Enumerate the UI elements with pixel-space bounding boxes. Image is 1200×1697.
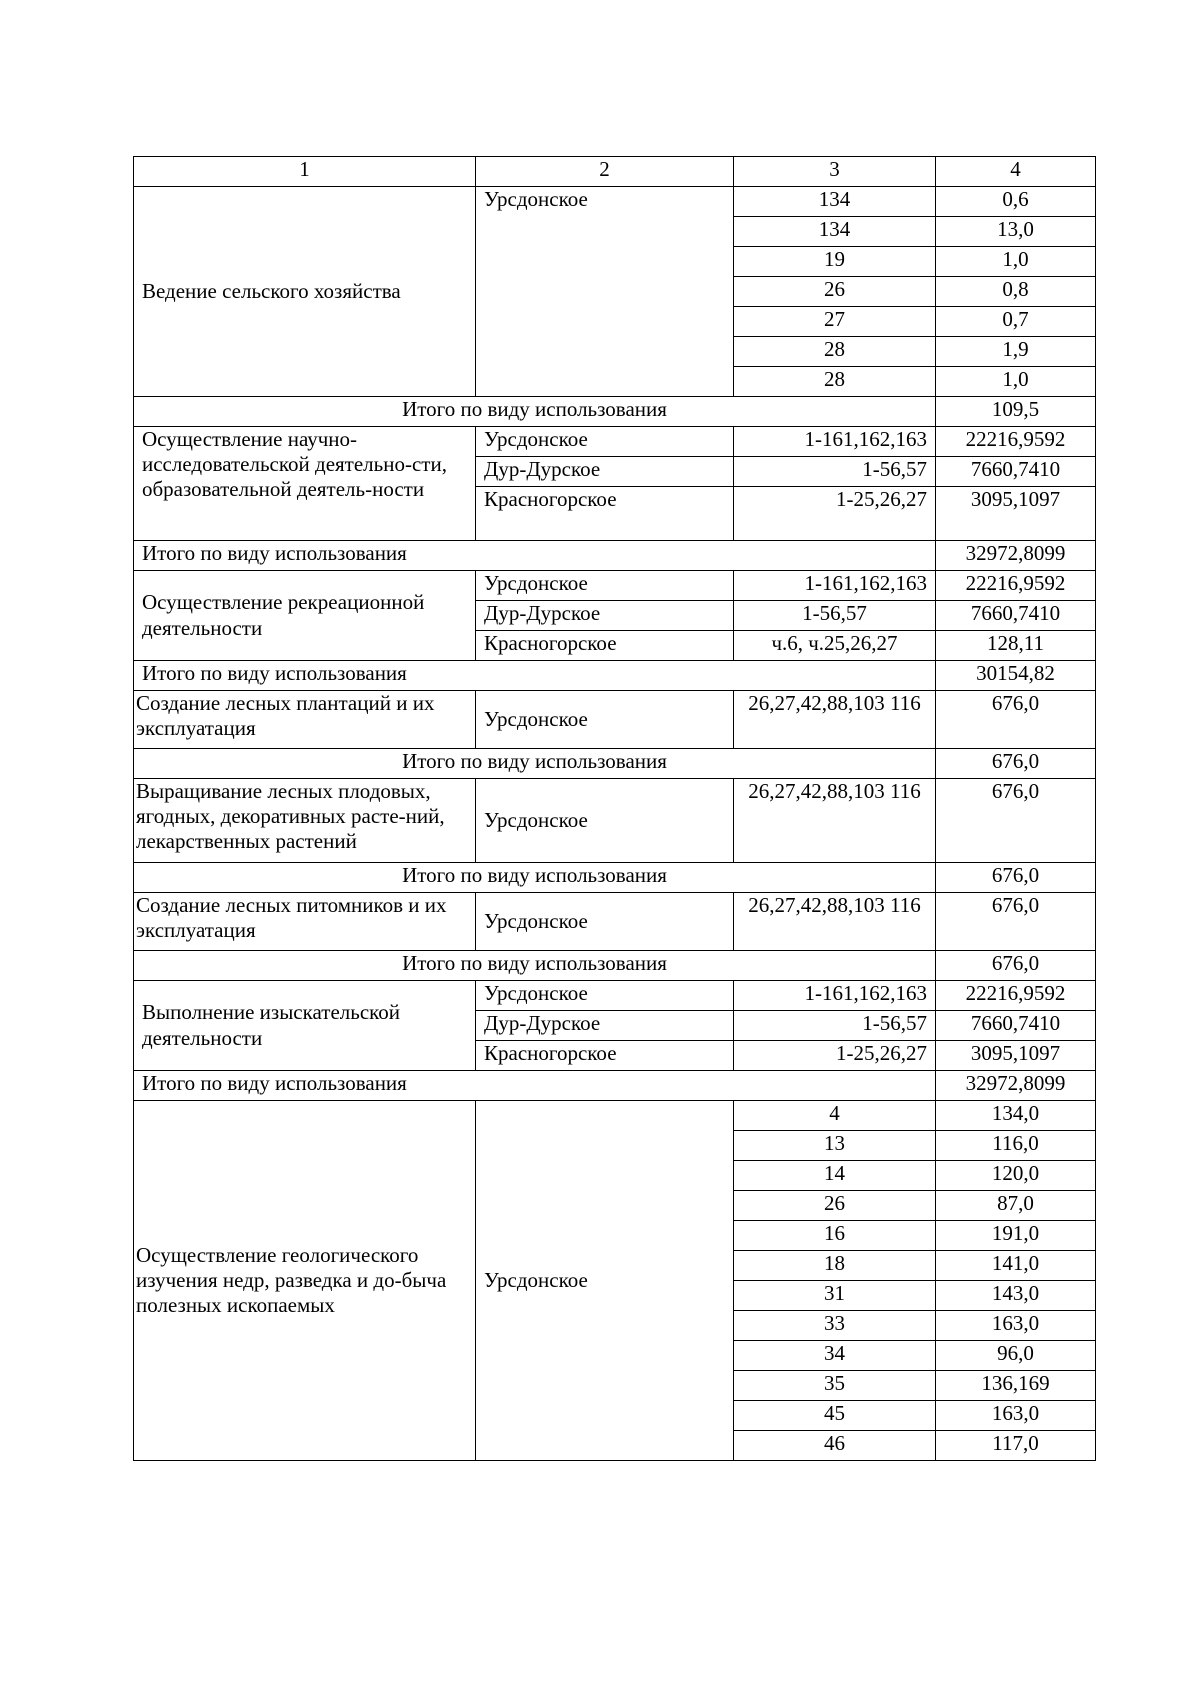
- total-row: [134, 863, 1096, 893]
- total-label: Итого по виду использования: [134, 749, 936, 779]
- forestry-cell: Урсдонское: [476, 1101, 734, 1461]
- area-cell: 1,9: [936, 337, 1096, 367]
- total-row: [134, 1071, 1096, 1101]
- quarter-cell: 134: [734, 187, 936, 217]
- header-col-4: 4: [936, 157, 1096, 187]
- quarter-cell: 1-56,57: [734, 601, 936, 631]
- quarter-cell: 26: [734, 277, 936, 307]
- area-cell: 1,0: [936, 367, 1096, 397]
- header-row: [134, 157, 1096, 187]
- area-cell: 191,0: [936, 1221, 1096, 1251]
- quarter-cell: 1-161,162,163: [734, 571, 936, 601]
- quarter-cell: 45: [734, 1401, 936, 1431]
- quarter-cell: 27: [734, 307, 936, 337]
- total-label: Итого по виду использования: [134, 1071, 936, 1101]
- forestry-cell: Дур-Дурское: [476, 457, 734, 487]
- quarter-cell: 1-161,162,163: [734, 427, 936, 457]
- header-col-3: 3: [734, 157, 936, 187]
- area-cell: 22216,9592: [936, 981, 1096, 1011]
- use-type-cell: Создание лесных плантаций и их эксплуатация: [134, 691, 476, 749]
- area-cell: 136,169: [936, 1371, 1096, 1401]
- forestry-cell: Урсдонское: [476, 981, 734, 1011]
- table-row: [134, 691, 1096, 749]
- quarter-cell: 26,27,42,88,103 116: [734, 691, 936, 749]
- quarter-cell: 16: [734, 1221, 936, 1251]
- quarter-cell: 31: [734, 1281, 936, 1311]
- quarter-cell: 4: [734, 1101, 936, 1131]
- forestry-cell: Красногорское: [476, 631, 734, 661]
- total-label: Итого по виду использования: [134, 397, 936, 427]
- use-type-cell: Осуществление геологического изучения недр, разведка и до-быча полезных ископаемых: [134, 1101, 476, 1461]
- quarter-cell: 14: [734, 1161, 936, 1191]
- area-cell: 0,7: [936, 307, 1096, 337]
- quarter-cell: 26: [734, 1191, 936, 1221]
- total-value: 676,0: [936, 749, 1096, 779]
- forestry-cell: Красногорское: [476, 1041, 734, 1071]
- area-cell: 116,0: [936, 1131, 1096, 1161]
- total-value: 32972,8099: [936, 1071, 1096, 1101]
- area-cell: 3095,1097: [936, 487, 1096, 541]
- forestry-cell: Урсдонское: [476, 187, 734, 397]
- quarter-cell: 1-25,26,27: [734, 1041, 936, 1071]
- area-cell: 120,0: [936, 1161, 1096, 1191]
- total-value: 30154,82: [936, 661, 1096, 691]
- area-cell: 676,0: [936, 893, 1096, 951]
- forestry-cell: Урсдонское: [476, 691, 734, 749]
- table-row: [134, 427, 1096, 457]
- use-type-cell: Создание лесных питомников и их эксплуатация: [134, 893, 476, 951]
- quarter-cell: 1-161,162,163: [734, 981, 936, 1011]
- quarter-cell: 1-56,57: [734, 1011, 936, 1041]
- quarter-cell: 28: [734, 367, 936, 397]
- area-cell: 7660,7410: [936, 457, 1096, 487]
- forestry-cell: Урсдонское: [476, 893, 734, 951]
- quarter-cell: 33: [734, 1311, 936, 1341]
- use-type-cell: Осуществление рекреационной деятельности: [134, 571, 476, 661]
- quarter-cell: 35: [734, 1371, 936, 1401]
- area-cell: 163,0: [936, 1401, 1096, 1431]
- area-cell: 676,0: [936, 779, 1096, 863]
- quarter-cell: 26,27,42,88,103 116: [734, 893, 936, 951]
- use-type-cell: Осуществление научно-исследовательской деятельно-сти, образовательной деятель-ности: [134, 427, 476, 541]
- forestry-cell: Дур-Дурское: [476, 1011, 734, 1041]
- table-row: [134, 1101, 1096, 1131]
- quarter-cell: 134: [734, 217, 936, 247]
- area-cell: 22216,9592: [936, 571, 1096, 601]
- quarter-cell: 1-56,57: [734, 457, 936, 487]
- total-label: Итого по виду использования: [134, 541, 936, 571]
- table-row: [134, 893, 1096, 951]
- total-row: [134, 397, 1096, 427]
- area-cell: 134,0: [936, 1101, 1096, 1131]
- forestry-cell: Урсдонское: [476, 779, 734, 863]
- header-col-1: 1: [134, 157, 476, 187]
- area-cell: 3095,1097: [936, 1041, 1096, 1071]
- total-label: Итого по виду использования: [134, 951, 936, 981]
- use-type-cell: Выращивание лесных плодовых, ягодных, декоративных расте-ний, лекарственных растений: [134, 779, 476, 863]
- area-cell: 0,8: [936, 277, 1096, 307]
- quarter-cell: 46: [734, 1431, 936, 1461]
- forestry-cell: Урсдонское: [476, 571, 734, 601]
- quarter-cell: 26,27,42,88,103 116: [734, 779, 936, 863]
- area-cell: 128,11: [936, 631, 1096, 661]
- total-value: 676,0: [936, 951, 1096, 981]
- area-cell: 143,0: [936, 1281, 1096, 1311]
- forestry-cell: Красногорское: [476, 487, 734, 541]
- use-type-cell: Выполнение изыскательской деятельности: [134, 981, 476, 1071]
- area-cell: 22216,9592: [936, 427, 1096, 457]
- header-col-2: 2: [476, 157, 734, 187]
- total-label: Итого по виду использования: [134, 863, 936, 893]
- quarter-cell: 28: [734, 337, 936, 367]
- table-row: [134, 779, 1096, 863]
- quarter-cell: 13: [734, 1131, 936, 1161]
- total-value: 109,5: [936, 397, 1096, 427]
- quarter-cell: 18: [734, 1251, 936, 1281]
- quarter-cell: 19: [734, 247, 936, 277]
- forestry-cell: Дур-Дурское: [476, 601, 734, 631]
- total-row: [134, 661, 1096, 691]
- area-cell: 141,0: [936, 1251, 1096, 1281]
- area-cell: 676,0: [936, 691, 1096, 749]
- total-row: [134, 749, 1096, 779]
- area-cell: 117,0: [936, 1431, 1096, 1461]
- land-use-table: [133, 156, 1096, 1461]
- table-row: [134, 571, 1096, 601]
- quarter-cell: 1-25,26,27: [734, 487, 936, 541]
- area-cell: 163,0: [936, 1311, 1096, 1341]
- total-row: [134, 541, 1096, 571]
- area-cell: 0,6: [936, 187, 1096, 217]
- table-row: [134, 981, 1096, 1011]
- table-row: [134, 187, 1096, 217]
- area-cell: 7660,7410: [936, 601, 1096, 631]
- area-cell: 13,0: [936, 217, 1096, 247]
- total-value: 676,0: [936, 863, 1096, 893]
- total-row: [134, 951, 1096, 981]
- total-label: Итого по виду использования: [134, 661, 936, 691]
- quarter-cell: 34: [734, 1341, 936, 1371]
- total-value: 32972,8099: [936, 541, 1096, 571]
- forestry-cell: Урсдонское: [476, 427, 734, 457]
- area-cell: 87,0: [936, 1191, 1096, 1221]
- area-cell: 96,0: [936, 1341, 1096, 1371]
- use-type-cell: Ведение сельского хозяйства: [134, 187, 476, 397]
- area-cell: 1,0: [936, 247, 1096, 277]
- area-cell: 7660,7410: [936, 1011, 1096, 1041]
- quarter-cell: ч.6, ч.25,26,27: [734, 631, 936, 661]
